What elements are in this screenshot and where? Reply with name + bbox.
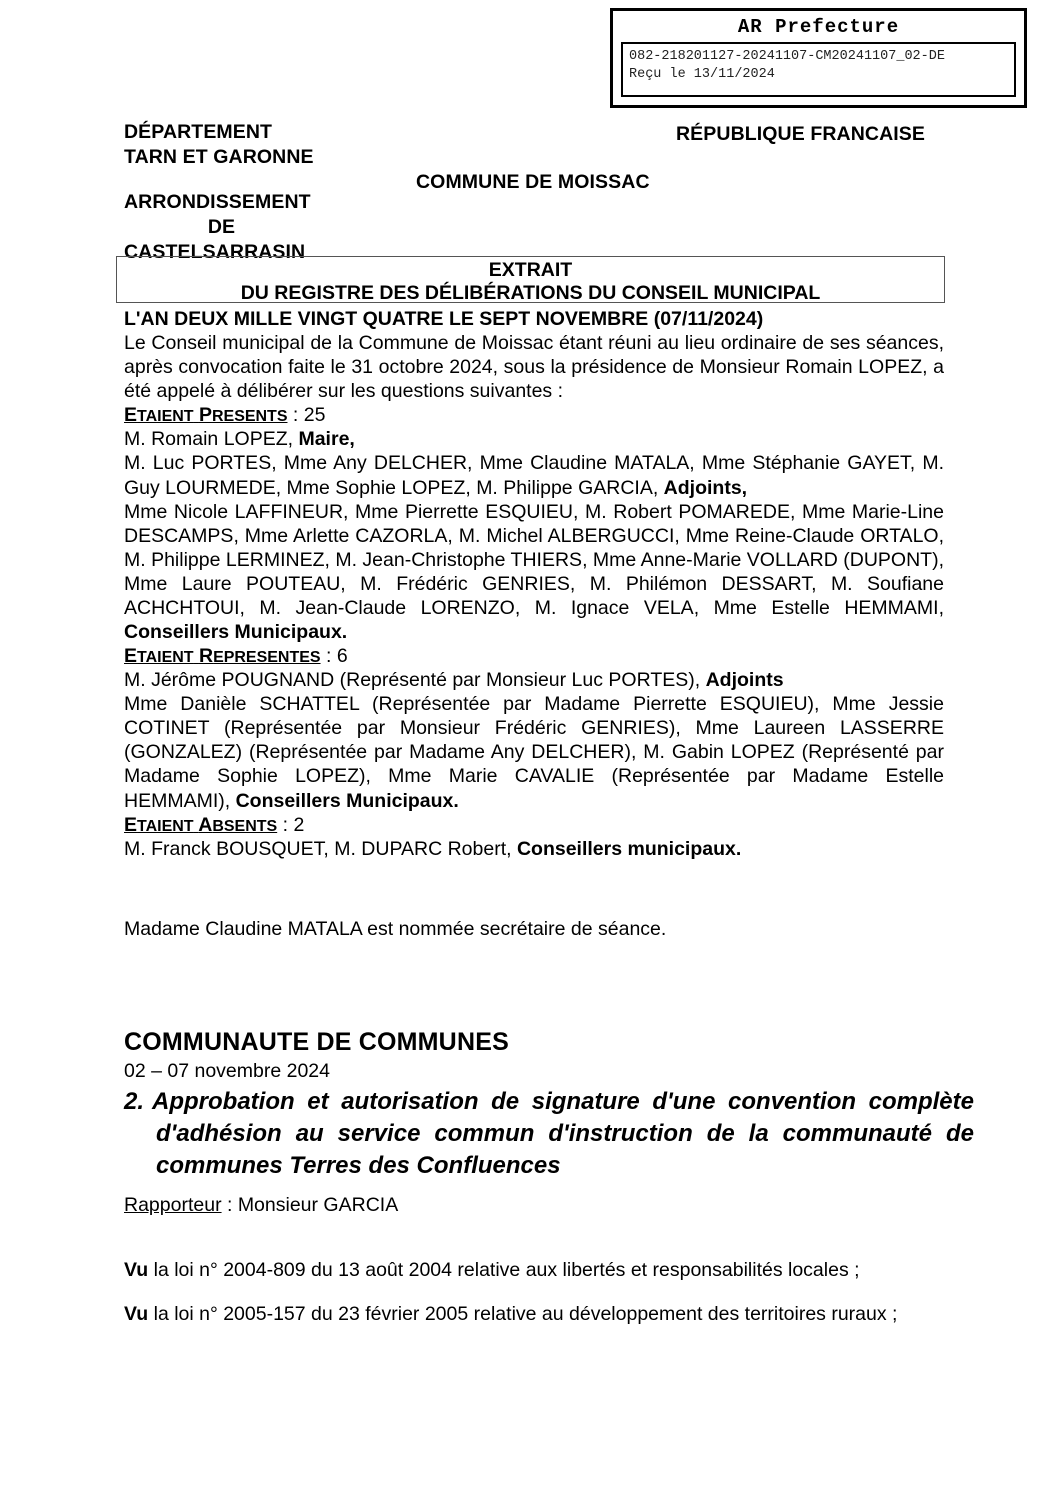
ar-prefecture-details xyxy=(621,42,1016,97)
consideration-prefix-2: Vu xyxy=(124,1303,149,1325)
represented-conseillers-role: Conseillers Municipaux. xyxy=(235,789,459,812)
arrondissement-block xyxy=(124,190,319,265)
absent-separator: : xyxy=(277,813,294,836)
department-label: DÉPARTEMENT xyxy=(124,121,273,143)
present-adjoints-line xyxy=(124,451,944,499)
absent-names: M. Franck BOUSQUET, M. DUPARC Robert, xyxy=(124,837,517,860)
present-conseillers-names: Mme Nicole LAFFINEUR, Mme Pierrette ESQUIEU, M. Robert POMAREDE, Mme Marie-Line DESCAMPS, Mme Arlette CAZORLA, M. Michel ALBERGUCCI, Mme Reine-Claude ORTALO, M. Philippe LERMINEZ, M. Jean-Christophe THIERS, Mme Anne-Marie VOLLARD (DUPONT), Mme Laure POUTEAU, M. Frédéric GENRIES, M. Philémon DESSART, M. Soufiane ACHCHTOUI, M. Jean-Claude LORENZO, M. Ignace VELA, Mme Estelle HEMMAMI, xyxy=(124,500,944,619)
arrondissement-de: DE xyxy=(207,215,236,238)
absent-header xyxy=(124,813,944,837)
consideration-text-2: la loi n° 2005-157 du 23 février 2005 relative au développement des territoires ruraux ; xyxy=(148,1303,898,1325)
department-block xyxy=(124,120,314,170)
present-conseillers-role: Conseillers Municipaux. xyxy=(124,621,348,644)
absent-label: ETAIENT ABSENTS xyxy=(124,813,278,836)
ar-received-date: Reçu le 13/11/2024 xyxy=(629,67,775,83)
represented-separator: : xyxy=(320,645,337,668)
present-label: ETAIENT PRESENTS xyxy=(124,404,288,427)
present-separator: : xyxy=(287,404,304,427)
present-maire-role: Maire, xyxy=(298,428,355,451)
represented-adjoints-role: Adjoints xyxy=(705,669,784,692)
rapporteur-line xyxy=(124,1194,398,1217)
represented-adjoints-names: M. Jérôme POUGNAND (Représenté par Monsieur Luc PORTES), xyxy=(124,669,706,692)
arrondissement-label: ARRONDISSEMENT xyxy=(124,191,311,213)
session-intro: Le Conseil municipal de la Commune de Moissac étant réuni au lieu ordinaire de ses séances, après convocation faite le 31 octobre 2024, sous la présidence de Monsieur Romain LOPEZ, a été appelé à délibérer sur les questions suivantes : xyxy=(124,332,944,403)
deliberation-item-number: 2. xyxy=(124,1088,145,1115)
ar-reference: 082-218201127-20241107-CM20241107_02-DE xyxy=(629,49,945,64)
represented-adjoints-line xyxy=(124,668,944,692)
present-maire-name: M. Romain LOPEZ, xyxy=(124,428,299,451)
deliberation-item-title xyxy=(124,1086,974,1182)
deliberation-body xyxy=(124,307,944,861)
absent-count: 2 xyxy=(293,813,305,836)
rapporteur-value: : Monsieur GARCIA xyxy=(221,1194,399,1216)
arrondissement-name: CASTELSARRASIN xyxy=(124,240,306,263)
consideration-line-2 xyxy=(124,1303,897,1326)
secretary-statement: Madame Claudine MATALA est nommée secrétaire de séance. xyxy=(124,918,667,940)
present-maire-line xyxy=(124,427,944,451)
extrait-line-1: EXTRAIT xyxy=(488,259,573,281)
extrait-line-2: DU REGISTRE DES DÉLIBÉRATIONS DU CONSEIL MUNICIPAL xyxy=(240,282,821,304)
absent-role: Conseillers municipaux. xyxy=(516,837,742,860)
represented-conseillers-line xyxy=(124,692,944,812)
deliberation-item-text: Approbation et autorisation de signature d'une convention complète d'adhésion au service commun d'instruction de la communauté de communes Terres des Confluences xyxy=(152,1088,974,1179)
session-date-heading: L'AN DEUX MILLE VINGT QUATRE LE SEPT NOVEMBRE (07/11/2024) xyxy=(124,308,764,330)
ar-prefecture-stamp xyxy=(610,8,1027,108)
represented-header xyxy=(124,644,944,668)
represented-conseillers-names: Mme Danièle SCHATTEL (Représentée par Madame Pierrette ESQUIEU), Mme Jessie COTINET (Représentée par Monsieur Frédéric GENRIES), Mme Laureen LASSERRE (GONZALEZ) (Représentée par Madame Any DELCHER), M. Gabin LOPEZ (Représenté par Madame Sophie LOPEZ), Mme Marie CAVALIE (Représentée par Madame Estelle HEMMAMI), xyxy=(124,693,944,812)
present-count: 25 xyxy=(303,404,326,427)
rapporteur-label: Rapporteur xyxy=(124,1194,222,1216)
consideration-text-1: la loi n° 2004-809 du 13 août 2004 relative aux libertés et responsabilités locales ; xyxy=(148,1259,860,1281)
present-adjoints-role: Adjoints, xyxy=(663,476,748,499)
section-date: 02 – 07 novembre 2024 xyxy=(124,1060,330,1082)
extrait-box xyxy=(116,256,945,303)
consideration-line-1 xyxy=(124,1259,860,1282)
represented-count: 6 xyxy=(336,645,348,668)
present-adjoints-names: M. Luc PORTES, Mme Any DELCHER, Mme Claudine MATALA, Mme Stéphanie GAYET, M. Guy LOURMEDE, Mme Sophie LOPEZ, M. Philippe GARCIA, xyxy=(124,452,944,499)
consideration-prefix-1: Vu xyxy=(124,1259,149,1281)
present-header xyxy=(124,403,944,427)
commune-label: COMMUNE DE MOISSAC xyxy=(416,171,650,193)
department-name: TARN ET GARONNE xyxy=(124,145,314,168)
present-conseillers-line xyxy=(124,500,944,644)
represented-label: ETAIENT REPRESENTES xyxy=(124,645,321,668)
absent-names-line xyxy=(124,837,944,861)
section-title: COMMUNAUTE DE COMMUNES xyxy=(124,1028,509,1056)
republic-label: RÉPUBLIQUE FRANCAISE xyxy=(676,123,926,145)
ar-prefecture-title: AR Prefecture xyxy=(737,16,900,38)
